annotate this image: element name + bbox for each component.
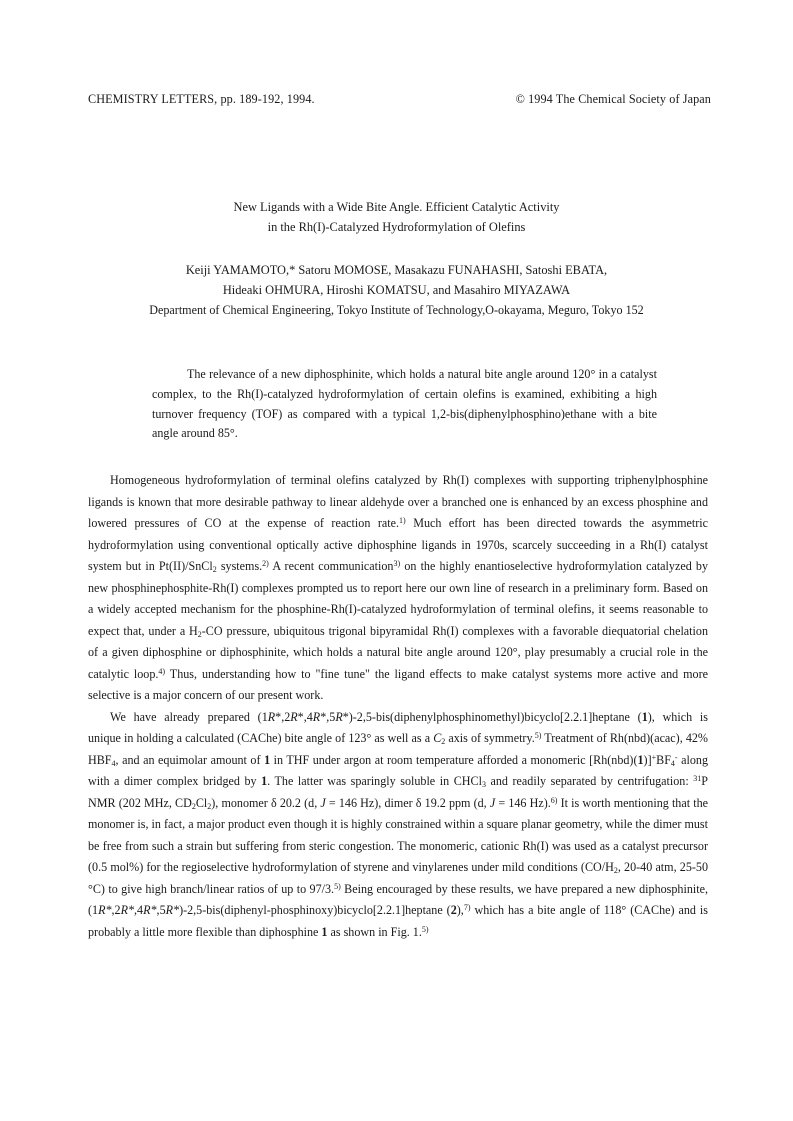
text-run: Homogeneous hydroformylation of terminal olefins catalyzed by Rh(I) complexes with supporting triphenylphosphine ligands is known that more desirable pathway to linear aldehyde over a branched one is enhanced by an excess phosphine and lowered pressures of CO at the expense of reaction rate. xyxy=(88,473,708,530)
text-run: *)-2,5-bis(diphenylphosphinomethyl)bicyclo[2.2.1]heptane ( xyxy=(342,709,642,724)
text-run: along with a dimer complex bridged by xyxy=(88,752,709,788)
text-run: C xyxy=(433,731,442,745)
text-run: J xyxy=(320,795,326,810)
abstract xyxy=(152,365,657,444)
text-run: as shown in Fig. 1. xyxy=(327,924,422,939)
text-run: R* xyxy=(120,903,135,917)
paragraph-2 xyxy=(88,707,708,944)
text-run: which has a bite angle of 118° (CAChe) and is probably a little more flexible than diphosphine xyxy=(88,903,709,939)
text-run: )-2,5-bis(diphenyl-phosphinoxy)bicyclo[2.2.1]heptane ( xyxy=(179,903,451,917)
text-run: 1) xyxy=(399,516,406,525)
affiliation: Department of Chemical Engineering, Tokyo Institute of Technology,O-okayama, Meguro, Tokyo 152 xyxy=(149,303,644,317)
text-run: Thus, understanding how to "fine tune" the ligand effects to make catalyst systems more active and more selective is a major concern of our present work. xyxy=(88,666,708,702)
text-run: 2 xyxy=(613,866,618,875)
text-run: 2 xyxy=(212,565,217,574)
text-run: 3) xyxy=(393,559,401,568)
text-run: = 146 Hz). xyxy=(495,795,551,810)
text-run: Much effort has been directed towards the asymmetric hydroformylation using conventional optically active diphosphine ligands in 1970s, scarcely succeeding in a Rh(I) catalyst system but in Pt(II)/SnCl xyxy=(88,516,708,573)
text-run: -CO pressure, ubiquitous trigonal bipyramidal Rh(I) complexes with a favorable diequatorial chelation of a given diphosphine or diphosphinite, which holds a natural bite angle around 120°, play presumably a crucial role in the catalytic loop. xyxy=(88,623,708,681)
text-run: ,4 xyxy=(134,903,144,917)
text-run: 7) xyxy=(463,903,471,912)
text-run: 2 xyxy=(441,737,446,746)
text-run: 5) xyxy=(421,924,429,934)
text-run: . The latter was sparingly soluble in CHCl xyxy=(267,774,482,788)
text-run: P NMR (202 MHz, CD xyxy=(88,774,709,810)
text-run: *,4 xyxy=(297,709,313,724)
text-run: J xyxy=(489,795,496,810)
text-run: R* xyxy=(98,903,112,917)
journal-citation: CHEMISTRY LETTERS, pp. 189-192, 1994. xyxy=(88,92,315,106)
text-run: 3 xyxy=(481,780,486,789)
text-run: 4) xyxy=(158,666,166,676)
text-run: 2 xyxy=(197,629,202,639)
copyright-notice: © 1994 The Chemical Society of Japan xyxy=(515,92,711,106)
text-run: *,5 xyxy=(320,709,336,724)
text-run: 1 xyxy=(261,774,268,788)
text-run: , and an equimolar amount of xyxy=(115,752,265,767)
text-run: 1 xyxy=(264,752,271,767)
text-run: , 20-40 atm, 25-50 °C) to give high branch/linear ratios of up to 97/3. xyxy=(88,860,708,896)
text-run: R* xyxy=(165,903,180,917)
text-run: Being encouraged by these results, we have prepared a new diphosphinite, (1 xyxy=(88,881,708,917)
text-run: 1 xyxy=(641,709,648,724)
text-run: 2 xyxy=(191,801,196,811)
text-run: on the highly enantioselective hydroformylation catalyzed by new phosphinephosphite-Rh(I) complexes prompted us to report here our own line of research in a preliminary form. Based on a widely accepted mechanism for the phosphine-Rh(I)-catalyzed hydroformylation of terminal olefins, it seems reasonable to expect that, under a H xyxy=(88,559,708,638)
text-run: 5) xyxy=(334,881,341,891)
text-run: ,5 xyxy=(156,903,166,917)
text-run: )] xyxy=(643,752,652,767)
text-run: 1 xyxy=(321,924,328,939)
abstract-text: The relevance of a new diphosphinite, which holds a natural bite angle around 120° in a catalyst complex, to the Rh(I)-catalyzed hydroformylation of certain olefins is examined, exhibiting a high turnover frequency (TOF) as compared with a typical 1,2-bis(diphenylphosphino)ethane with a bite angle around 85°. xyxy=(152,367,657,441)
text-run: R xyxy=(267,709,276,724)
text-run: in THF under argon at room temperature afforded a monomeric [Rh(nbd)( xyxy=(270,752,638,767)
paragraph-1 xyxy=(88,470,708,707)
author-list xyxy=(0,261,793,300)
text-run: 2) xyxy=(262,559,269,568)
text-run: systems. xyxy=(216,559,263,573)
text-run: 1 xyxy=(637,752,644,767)
text-run: - xyxy=(674,752,678,762)
running-header xyxy=(88,92,711,108)
text-run: ), monomer δ 20.2 (d, xyxy=(211,795,321,810)
body-text xyxy=(88,470,708,943)
text-run: R* xyxy=(143,903,157,917)
text-run: 4 xyxy=(670,758,675,768)
text-run: R xyxy=(335,709,343,724)
text-run: ,2 xyxy=(111,903,121,917)
title-line-2: in the Rh(I)-Catalyzed Hydroformylation of Olefins xyxy=(267,220,526,234)
text-run: R xyxy=(290,709,298,724)
text-run: 2 xyxy=(450,903,457,917)
text-run: Treatment of Rh(nbd)(acac), 42% HBF xyxy=(88,731,708,767)
text-run: 2 xyxy=(207,801,212,811)
authors-line-1: Keiji YAMAMOTO,* Satoru MOMOSE, Masakazu FUNAHASHI, Satoshi EBATA, xyxy=(185,263,608,277)
title-line-1: New Ligands with a Wide Bite Angle. Efficient Catalytic Activity xyxy=(233,200,560,214)
text-run: and readily separated by centrifugation: xyxy=(485,774,694,788)
text-run: + xyxy=(651,752,657,762)
text-run: 5) xyxy=(534,731,542,740)
text-run: 6) xyxy=(550,795,558,805)
paper-title xyxy=(0,197,793,237)
text-run: = 146 Hz), dimer δ 19.2 ppm (d, xyxy=(325,795,490,810)
text-run: ), which is unique in holding a calculated (CAChe) bite angle of 123° as well as a xyxy=(88,709,708,745)
text-run: ), xyxy=(456,903,464,917)
text-run: 4 xyxy=(111,758,116,768)
text-run: Cl xyxy=(195,795,208,810)
authors-line-2: Hideaki OHMURA, Hiroshi KOMATSU, and Masahiro MIYAZAWA xyxy=(222,282,571,297)
text-run: 31 xyxy=(693,774,702,783)
text-run: axis of symmetry. xyxy=(445,731,535,745)
text-run: *,2 xyxy=(275,709,291,724)
text-run: It is worth mentioning that the monomer is, in fact, a major product even though it is highly constrained within a square planar geometry, while the dimer must be free from such a strain but suffering from steric congestion. The monomeric, cationic Rh(I) was used as a catalyst precursor (0.5 mol%) for the regioselective hydroformylation of styrene and vinylarenes under mild conditions (CO/H xyxy=(88,795,708,874)
text-run: BF xyxy=(656,752,671,767)
text-run: A recent communication xyxy=(268,559,394,573)
text-run: We have already prepared (1 xyxy=(110,709,268,724)
text-run: R xyxy=(312,709,321,724)
